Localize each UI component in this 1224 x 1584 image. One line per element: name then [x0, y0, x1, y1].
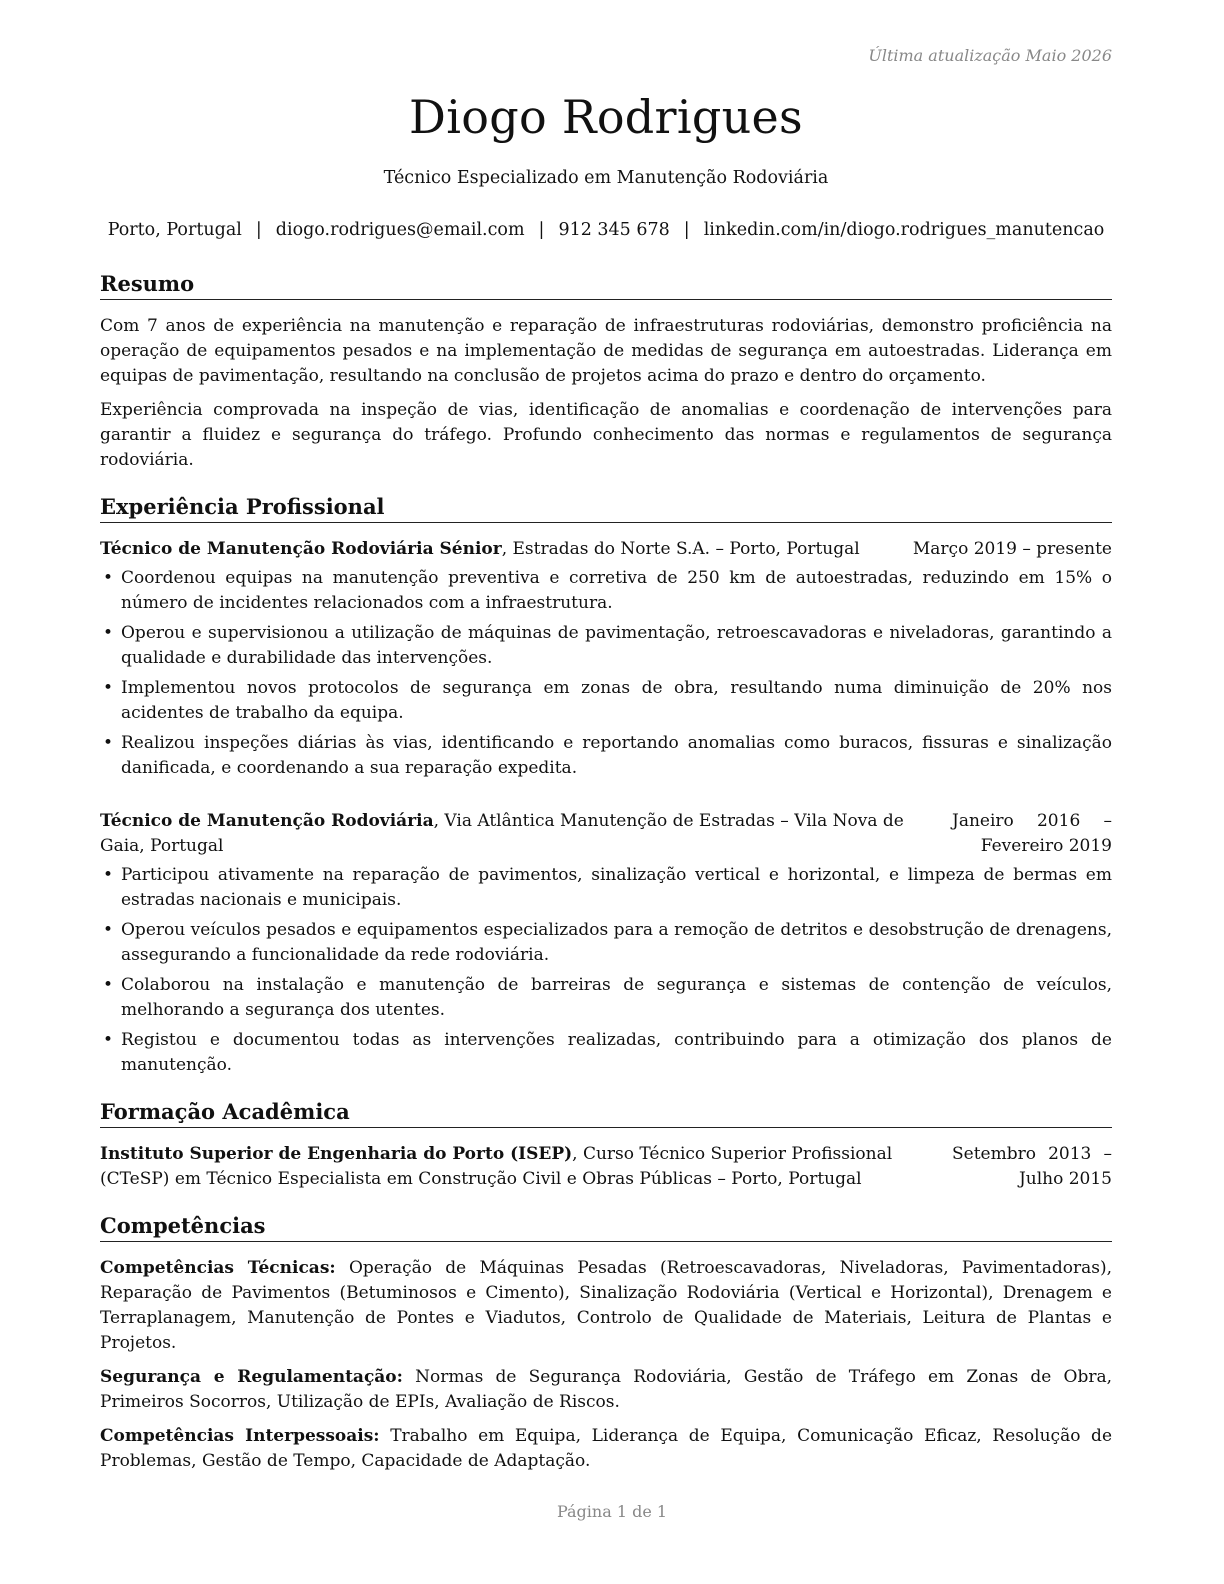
job-role: Técnico de Manutenção Rodoviária — [100, 811, 434, 831]
skill-group-label: Competências Interpessoais: — [100, 1426, 380, 1446]
candidate-name: Diogo Rodrigues — [409, 90, 803, 144]
list-item: • Implementou novos protocolos de segurança em zonas de obra, resultando numa diminuição de 20% nos acidentes de trabalho da equipa. — [100, 676, 1112, 726]
resume-content — [100, 270, 1112, 1494]
job-role: Técnico de Manutenção Rodoviária Sénior — [100, 539, 502, 559]
skill-group-text: Normas de Segurança Rodoviária, Gestão de Tráfego em Zonas de Obra, Primeiros Socorros, Utilização de EPIs, Avaliação de Riscos. — [100, 1367, 1112, 1412]
job-title-line — [100, 809, 952, 859]
education-title-line — [100, 1142, 952, 1192]
headline: Técnico Especializado em Manutenção Rodoviária — [383, 168, 829, 188]
job-title-line — [100, 537, 913, 562]
section-title-summary: Resumo — [100, 270, 1112, 300]
skill-group — [100, 1256, 1112, 1356]
list-item: • Colaborou na instalação e manutenção de barreiras de segurança e sistemas de contenção de veículos, melhorando a segurança dos utentes. — [100, 973, 1112, 1023]
job-company: , Via Atlântica Manutenção de Estradas – Vila Nova de Gaia, Portugal — [100, 811, 904, 856]
education-institution: Instituto Superior de Engenharia do Porto (ISEP) — [100, 1144, 573, 1164]
list-item: • Coordenou equipas na manutenção preventiva e corretiva de 250 km de autoestradas, reduzindo em 15% o número de incidentes relacionados com a infraestrutura. — [100, 566, 1112, 616]
page-number: Página 1 de 1 — [556, 1502, 668, 1521]
skill-group-text: Operação de Máquinas Pesadas (Retroescavadoras, Niveladoras, Pavimentadoras), Reparação de Pavimentos (Betuminosos e Cimento), Sinalização Rodoviária (Vertical e Horizontal), Drenagem e Terraplanagem, Manutenção de Pontes e Viadutos, Controlo de Qualidade de Materiais, Leitura de Plantas e Projetos. — [100, 1258, 1112, 1353]
job-bullets — [100, 566, 1112, 781]
list-item: • Operou veículos pesados e equipamentos especializados para a remoção de detritos e desobstrução de drenagens, assegurando a funcionalidade da rede rodoviária. — [100, 918, 1112, 968]
summary-paragraph: Experiência comprovada na inspeção de vias, identificação de anomalias e coordenação de intervenções para garantir a fluidez e segurança do tráfego. Profundo conhecimento das normas e regulamentos de segurança rodoviária. — [100, 400, 1112, 470]
summary-section — [100, 270, 1112, 473]
list-item: • Operou e supervisionou a utilização de máquinas de pavimentação, retroescavadoras e niveladoras, garantindo a qualidade e durabilidade das intervenções. — [100, 621, 1112, 671]
contact-linkedin[interactable]: linkedin.com/in/diogo.rodrigues_manutencao — [703, 220, 1105, 240]
summary-paragraph: Com 7 anos de experiência na manutenção e reparação de infraestruturas rodoviárias, demonstro proficiência na operação de equipamentos pesados e na implementação de medidas de segurança em autoestradas. Liderança em equipas de pavimentação, resultando na conclusão de projetos acima do prazo e dentro do orçamento. — [100, 316, 1112, 386]
contact-email[interactable]: diogo.rodrigues@email.com — [275, 220, 525, 240]
contact-separator: | — [683, 220, 690, 240]
resume-page — [100, 0, 1112, 1584]
skills-section — [100, 1212, 1112, 1474]
last-updated: Última atualização Maio 2026 — [868, 46, 1112, 65]
skill-group — [100, 1424, 1112, 1474]
list-item: • Registou e documentou todas as intervenções realizadas, contribuindo para a otimização dos planos de manutenção. — [100, 1028, 1112, 1078]
skill-group-text: Trabalho em Equipa, Liderança de Equipa, Comunicação Eficaz, Resolução de Problemas, Gestão de Tempo, Capacidade de Adaptação. — [100, 1426, 1113, 1471]
experience-section — [100, 493, 1112, 1078]
job-bullets — [100, 863, 1112, 1078]
education-section — [100, 1098, 1112, 1192]
contact-phone[interactable]: 912 345 678 — [558, 220, 670, 240]
list-item: • Participou ativamente na reparação de pavimentos, sinalização vertical e horizontal, e limpeza de bermas em estradas nacionais e municipais. — [100, 863, 1112, 913]
education-entry — [100, 1142, 1112, 1192]
job-dates: Janeiro 2016 – Fevereiro 2019 — [952, 811, 1112, 856]
section-title-experience: Experiência Profissional — [100, 493, 1112, 523]
contact-separator: | — [255, 220, 262, 240]
job-company: , Estradas do Norte S.A. – Porto, Portugal — [501, 539, 860, 559]
job-header — [100, 809, 1112, 859]
section-title-education: Formação Acadêmica — [100, 1098, 1112, 1128]
skill-group-label: Competências Técnicas: — [100, 1258, 336, 1278]
job-header — [100, 537, 1112, 562]
education-details: , Curso Técnico Superior Profissional (CTeSP) em Técnico Especialista em Construção Civil e Obras Públicas – Porto, Portugal — [100, 1144, 893, 1189]
section-title-skills: Competências — [100, 1212, 1112, 1242]
skill-group — [100, 1365, 1112, 1415]
contact-location: Porto, Portugal — [107, 220, 242, 240]
list-item: • Realizou inspeções diárias às vias, identificando e reportando anomalias como buracos, fissuras e sinalização danificada, e coordenando a sua reparação expedita. — [100, 731, 1112, 781]
skill-group-label: Segurança e Regulamentação: — [100, 1367, 403, 1387]
job-dates: Março 2019 – presente — [912, 539, 1112, 559]
education-dates: Setembro 2013 – Julho 2015 — [952, 1144, 1112, 1189]
contact-separator: | — [538, 220, 545, 240]
contact-line — [100, 220, 1112, 240]
